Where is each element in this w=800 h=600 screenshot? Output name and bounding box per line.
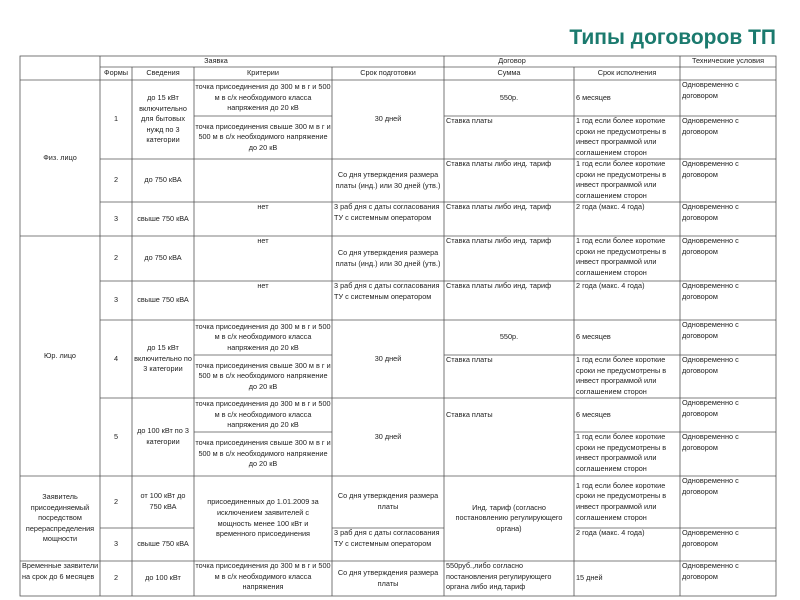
form-summa: Ставка платы xyxy=(446,409,493,419)
group-zayavitel: Заявитель присоединяемый посредством перераспределения мощности xyxy=(25,492,95,544)
group-fiz: Физ. лицо xyxy=(43,152,77,162)
form-tu: Одновременно с договором xyxy=(682,116,739,136)
form-summa: Ставка платы либо инд. тариф xyxy=(446,202,552,211)
header-kriterii: Критерии xyxy=(247,68,279,78)
form-srok-isp: 1 год если более короткие сроки не предусмотрены в инвест программой или соглашением сторон xyxy=(576,236,667,277)
form-number: 3 xyxy=(113,539,119,549)
form-number: 2 xyxy=(113,175,119,185)
form-srok-isp: 1 год если более короткие сроки не предусмотрены в инвест программой или соглашением сторон xyxy=(576,159,667,200)
form-tu: Одновременно с договором xyxy=(682,320,739,340)
form-number: 3 xyxy=(113,295,119,305)
form-kriterii: нет xyxy=(257,281,269,290)
header-tech: Технические условия xyxy=(691,56,765,66)
form-srok: Со дня утверждения размера платы (инд.) или 30 дней (утв.) xyxy=(335,169,441,190)
form-summa: Ставка платы либо инд. тариф xyxy=(446,281,552,290)
group-vremennye: Временные заявители на срок до 6 месяцев xyxy=(22,561,99,581)
form-summa: 550р. xyxy=(499,92,519,102)
form-tu: Одновременно с договором xyxy=(682,236,739,256)
form-tu: Одновременно с договором xyxy=(682,202,739,222)
form-svedenia: до 750 кВА xyxy=(144,175,182,185)
form-svedenia: до 100 кВт по 3 категории xyxy=(137,426,189,446)
form-svedenia: свыше 750 кВА xyxy=(137,539,189,549)
form-kriterii: точка присоединения до 300 м в г и 500 м в с/х необходимого класса напряжения до 20 кВ xyxy=(195,399,331,430)
page-title: Типы договоров ТП xyxy=(569,26,776,49)
group-yur: Юр. лицо xyxy=(44,350,76,360)
form-number: 4 xyxy=(113,353,119,363)
form-srok: Со дня утверждения размера платы (инд.) или 30 дней (утв.) xyxy=(335,247,441,268)
header-dogovor: Договор xyxy=(498,56,526,66)
form-summa: 550р. xyxy=(499,332,519,342)
form-srok-isp: 6 месяцев xyxy=(576,92,611,102)
form-svedenia: до 15 кВт включительно по 3 категории xyxy=(134,343,192,374)
form-srok-isp: 2 года (макс. 4 года) xyxy=(576,202,645,211)
form-svedenia: до 15 кВт включительно для бытовых нужд по 3 категории xyxy=(139,93,187,145)
form-kriterii: присоединенных до 1.01.2009 за исключением заявителей с мощность менее 100 кВт и временного присоединения xyxy=(207,497,319,539)
form-kriterii: точка присоединения свыше 300 м в г и 500 м в с/х необходимого напряжение до 20 кВ xyxy=(195,360,331,391)
form-summa: Ставка платы либо инд. тариф xyxy=(446,159,552,168)
form-tu: Одновременно с договором xyxy=(682,159,739,179)
form-kriterii: точка присоединения до 300 м в г и 500 м в с/х необходимого класса напряжения до 20 кВ xyxy=(195,321,331,352)
form-srok: 30 дней xyxy=(374,114,402,124)
form-tu: Одновременно с договором xyxy=(682,281,739,301)
form-svedenia: от 100 кВт до 750 кВА xyxy=(140,491,186,511)
form-srok: Со дня утверждения размера платы xyxy=(337,567,439,588)
form-kriterii: точка присоединения до 300 м в г и 500 м в с/х необходимого класса напряжения до 20 кВ xyxy=(195,82,331,113)
form-summa: 550руб.,либо согласно постановления регулирующего органа либо инд.тариф xyxy=(446,561,552,592)
form-svedenia: свыше 750 кВА xyxy=(137,295,189,305)
form-srok: 3 раб дня с даты согласования ТУ с системным оператором xyxy=(334,202,440,222)
form-srok-isp: 1 год если более короткие сроки не предусмотрены в инвест программой или соглашением сторон xyxy=(576,480,667,522)
form-srok-isp: 6 месяцев xyxy=(576,409,611,419)
form-svedenia: свыше 750 кВА xyxy=(137,213,189,223)
form-srok-isp: 1 год если более короткие сроки не предусмотрены в инвест программой или соглашением сторон xyxy=(576,116,667,157)
form-srok: Со дня утверждения размера платы xyxy=(337,491,439,511)
form-summa: Инд. тариф (согласно постановлению регулирующего органа) xyxy=(455,502,563,533)
form-number: 2 xyxy=(113,496,119,506)
form-number: 3 xyxy=(113,213,119,223)
form-kriterii: точка присоединения свыше 300 м в г и 500 м в с/х необходимого напряжение до 20 кВ xyxy=(195,121,331,152)
form-svedenia: до 750 кВА xyxy=(144,253,182,263)
form-srok-isp: 6 месяцев xyxy=(576,332,611,342)
form-tu: Одновременно с договором xyxy=(682,476,739,496)
form-summa: Ставка платы xyxy=(446,355,493,364)
header-srok-isp: Срок исполнения xyxy=(597,68,657,78)
form-summa: Ставка платы либо инд. тариф xyxy=(446,236,552,245)
form-srok: 3 раб дня с даты согласования ТУ с системным оператором xyxy=(334,281,440,301)
form-number: 2 xyxy=(113,253,119,263)
form-tu: Одновременно с договором xyxy=(682,80,739,100)
form-srok-isp: 2 года (макс. 4 года) xyxy=(576,281,645,290)
form-srok-isp: 15 дней xyxy=(576,573,603,583)
form-kriterii: точка присоединения до 300 м в г и 500 м в с/х необходимого класса напряжения xyxy=(195,561,331,592)
form-srok: 30 дней xyxy=(374,353,402,363)
form-srok-isp: 2 года (макс. 4 года) xyxy=(576,528,645,537)
form-srok-isp: 1 год если более короткие сроки не предусмотрены в инвест программой или соглашением сторон xyxy=(576,432,667,473)
form-kriterii: нет xyxy=(257,202,269,211)
form-number: 1 xyxy=(113,114,119,124)
form-tu: Одновременно с договором xyxy=(682,355,739,375)
form-srok: 30 дней xyxy=(374,431,402,441)
header-zayavka: Заявка xyxy=(204,56,228,66)
form-tu: Одновременно с договором xyxy=(682,432,739,452)
form-tu: Одновременно с договором xyxy=(682,398,739,418)
form-number: 2 xyxy=(113,573,119,583)
form-number: 5 xyxy=(113,431,119,441)
form-tu: Одновременно с договором xyxy=(682,528,739,548)
form-srok: 3 раб дня с даты согласования ТУ с системным оператором xyxy=(334,528,440,548)
form-kriterii: нет xyxy=(257,236,269,245)
form-svedenia: до 100 кВт xyxy=(145,573,181,583)
header-summa: Сумма xyxy=(497,68,521,78)
header-formy: Формы xyxy=(104,68,128,78)
form-kriterii: точка присоединения свыше 300 м в г и 500 м в с/х необходимого напряжение до 20 кВ xyxy=(195,438,331,469)
header-srok-podg: Срок подготовки xyxy=(360,68,416,78)
form-summa: Ставка платы xyxy=(446,116,493,125)
form-srok-isp: 1 год если более короткие сроки не предусмотрены в инвест программой или соглашением сторон xyxy=(576,355,667,396)
form-tu: Одновременно с договором xyxy=(682,561,739,581)
header-svedenia: Сведения xyxy=(146,68,180,78)
